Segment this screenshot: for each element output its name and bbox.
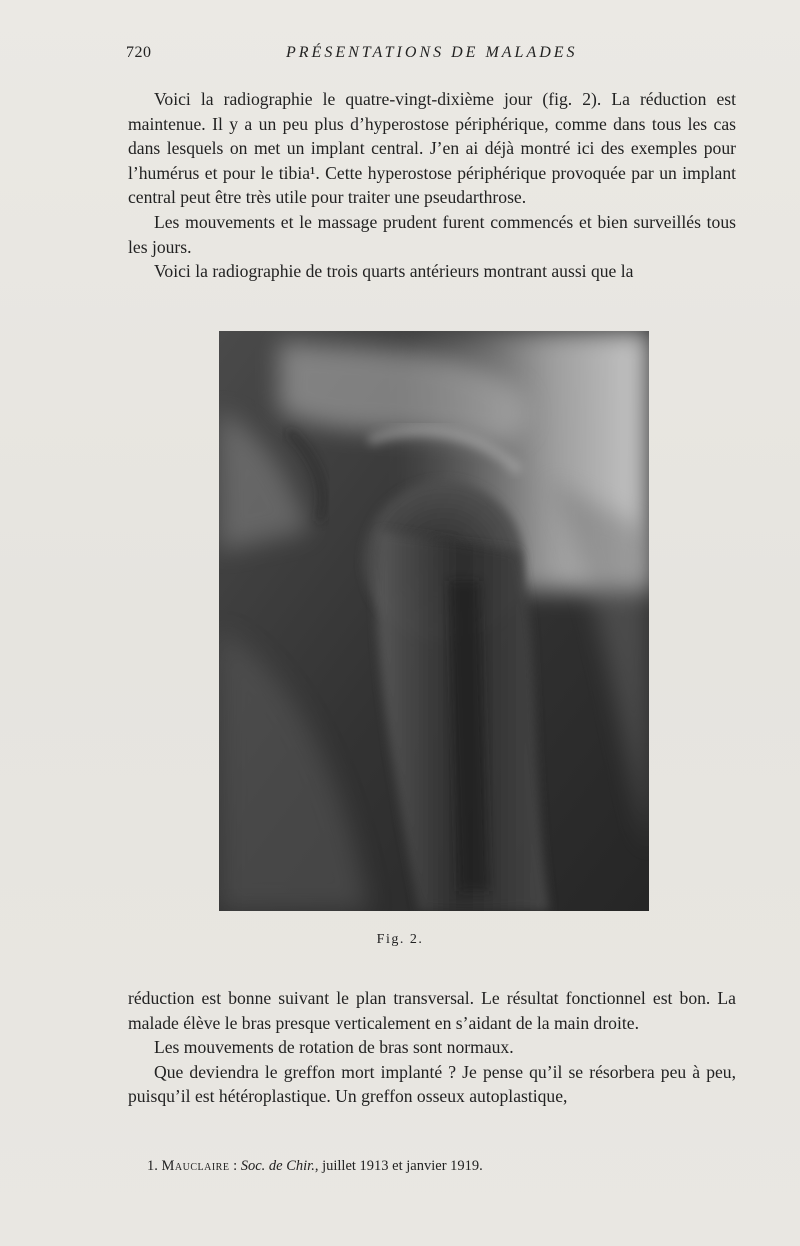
footnote-number: 1. [147, 1158, 158, 1174]
paragraph: Les mouvements de rotation de bras sont normaux. [154, 1037, 514, 1058]
figure-caption: Fig. 2. [376, 932, 424, 947]
radiograph-image [219, 331, 649, 911]
paragraph: Les mouvements et le massage prudent furent commencés et bien surveillés tous les jours. [128, 211, 736, 257]
paragraph: réduction est bonne suivant le plan transversal. Le résultat fonctionnel est bon. La malade élève le bras presque verticalement en s’aidant de la main droite. [128, 988, 736, 1033]
paragraph: Que deviendra le greffon mort implanté ? Je pense qu’il se résorbera peu à peu, puisqu’il est hétéroplastique. Un greffon osseux autoplastique, [128, 1061, 736, 1107]
footnote-separator: : [229, 1158, 241, 1174]
paragraph: Voici la radiographie de trois quarts antérieurs montrant aussi que la [154, 261, 634, 282]
footnote-author: Mauclaire [161, 1158, 230, 1174]
body-text-bottom [128, 986, 736, 1109]
footnote-journal: Soc. de Chir. [240, 1158, 315, 1174]
page-header [126, 44, 736, 68]
page-number: 720 [126, 44, 152, 61]
running-title: PRÉSENTATIONS DE MALADES [286, 44, 578, 61]
footnote [147, 1158, 747, 1175]
footnote-details: , juillet 1913 et janvier 1919. [314, 1158, 483, 1174]
radiograph-figure [219, 331, 649, 911]
paragraph: Voici la radiographie le quatre-vingt-dixième jour (fig. 2). La réduction est maintenue. Il y a un peu plus d’hyperostose périphérique, comme dans tous les cas dans lesquels on met un implant central. J’en ai déjà montré ici des exemples pour l’humérus et pour le tibia¹. Cette hyperostose périphérique provoquée par un implant central peut être très utile pour traiter une pseudarthrose. [128, 89, 736, 208]
body-text-top [128, 87, 736, 284]
